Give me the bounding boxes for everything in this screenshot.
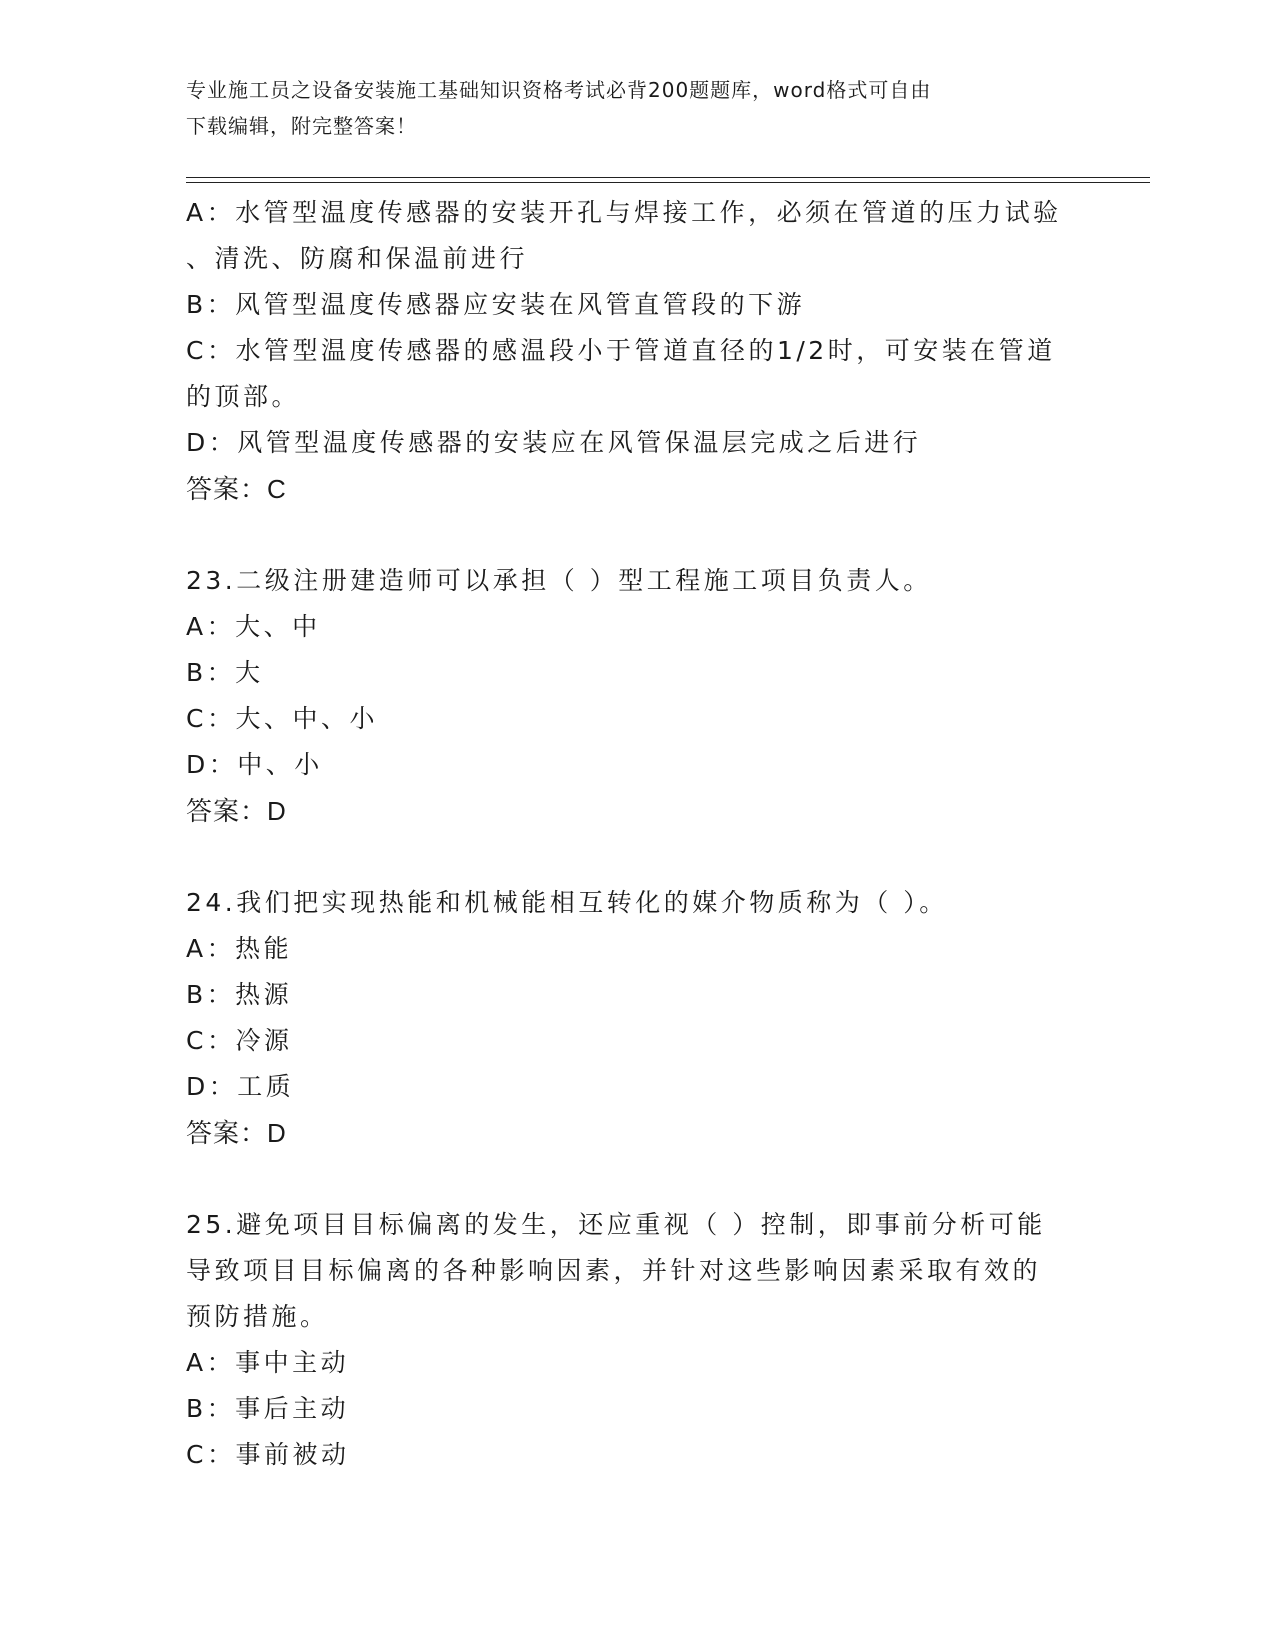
answer: 答案：D: [186, 796, 287, 826]
question-stem: 23.二级注册建造师可以承担（ ）型工程施工项目负责人。: [186, 566, 932, 595]
option-a-line-1: A：水管型温度传感器的安装开孔与焊接工作，必须在管道的压力试验: [186, 198, 1062, 227]
option-b: B：大: [186, 658, 264, 687]
option-d: D：工质: [186, 1072, 295, 1101]
spacer: [186, 512, 1066, 558]
header-divider-bottom: [186, 182, 1150, 183]
question-24: [186, 880, 1066, 1156]
option-d: D：中、小: [186, 750, 323, 779]
option-a: A：事中主动: [186, 1348, 350, 1377]
question-stem-line-3: 预防措施。: [186, 1302, 329, 1331]
option-a-line-2: 、清洗、防腐和保温前进行: [186, 244, 529, 273]
question-stem: 24.我们把实现热能和机械能相互转化的媒介物质称为（ ）。: [186, 888, 948, 917]
option-c: C：事前被动: [186, 1440, 350, 1469]
question-stem-line-1: 25.避免项目目标偏离的发生，还应重视（ ）控制，即事前分析可能: [186, 1210, 1046, 1239]
spacer: [186, 1156, 1066, 1202]
option-a: A：热能: [186, 934, 293, 963]
question-25: [186, 1202, 1066, 1478]
option-c-line-2: 的顶部。: [186, 382, 301, 411]
answer: 答案：C: [186, 474, 287, 504]
option-c-line-1: C：水管型温度传感器的感温段小于管道直径的1/2时，可安装在管道: [186, 336, 1056, 365]
option-d: D：风管型温度传感器的安装应在风管保温层完成之后进行: [186, 428, 922, 457]
spacer: [186, 834, 1066, 880]
header-divider-top: [186, 177, 1150, 178]
question-22: [186, 190, 1066, 512]
question-list: [186, 190, 1066, 1478]
option-a: A：大、中: [186, 612, 321, 641]
header-line-1: 专业施工员之设备安装施工基础知识资格考试必背200题题库，word格式可自由: [186, 78, 932, 102]
option-b: B：事后主动: [186, 1394, 350, 1423]
header-line-2: 下载编辑，附完整答案！: [186, 114, 417, 138]
option-b: B：热源: [186, 980, 293, 1009]
document-header: [186, 72, 1066, 144]
question-stem-line-2: 导致项目目标偏离的各种影响因素，并针对这些影响因素采取有效的: [186, 1256, 1042, 1285]
question-23: [186, 558, 1066, 834]
option-b: B：风管型温度传感器应安装在风管直管段的下游: [186, 290, 806, 319]
option-c: C：大、中、小: [186, 704, 378, 733]
answer: 答案：D: [186, 1118, 287, 1148]
option-c: C：冷源: [186, 1026, 293, 1055]
